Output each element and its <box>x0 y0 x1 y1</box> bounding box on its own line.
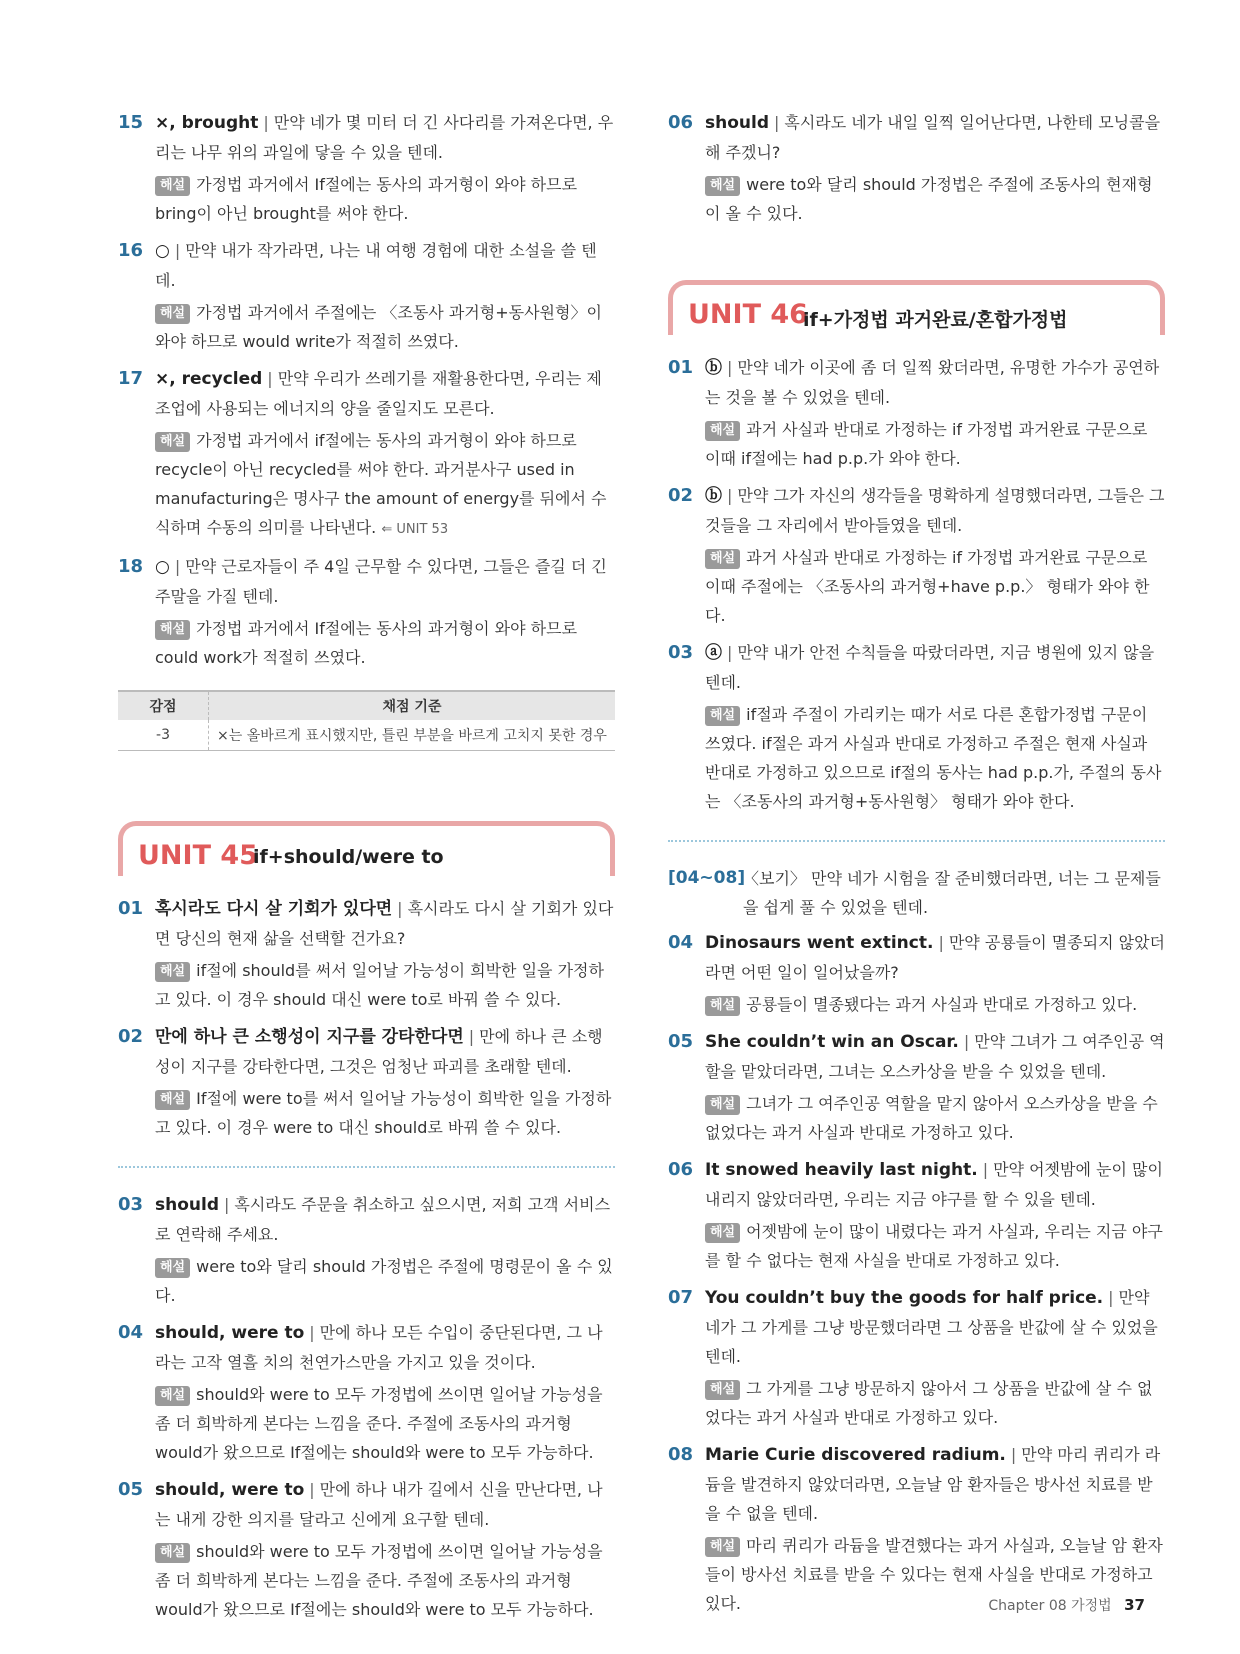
separator: | <box>397 899 403 918</box>
separator: | <box>727 358 733 377</box>
separator: | <box>774 113 780 132</box>
explanation-text: If절에 were to를 써서 일어날 가능성이 희박한 일을 가정하고 있다. 이 경우 were to 대신 should로 바꿔 쓸 수 있다. <box>155 1089 612 1137</box>
separator: | <box>263 113 269 132</box>
item-number: 06 <box>668 112 694 133</box>
translation-text: 만약 네가 그 가게를 그냥 방문했더라면 그 상품을 반값에 살 수 있었을 텐데. <box>705 1288 1158 1366</box>
explanation-badge: 해설 <box>155 176 190 196</box>
answer-item <box>118 1190 615 1310</box>
translation-text: 만약 네가 이곳에 좀 더 일찍 왔더라면, 유명한 가수가 공연하는 것을 볼 수 있었을 텐데. <box>705 358 1160 407</box>
separator: | <box>224 1195 230 1214</box>
separator: | <box>309 1323 315 1342</box>
separator: | <box>727 643 733 662</box>
answer-text: Marie Curie discovered radium. <box>705 1445 1006 1465</box>
item-number: 17 <box>118 368 144 389</box>
separator: | <box>982 1160 989 1179</box>
translation-text: 혹시라도 네가 내일 일찍 일어난다면, 나한테 모닝콜을 해 주겠니? <box>705 113 1161 162</box>
translation-text: 만약 어젯밤에 눈이 많이 내리지 않았더라면, 우리는 지금 야구를 할 수 있을 텐데. <box>705 1160 1163 1209</box>
explanation-badge: 해설 <box>705 1223 740 1243</box>
separator: | <box>174 557 181 576</box>
explanation <box>705 170 1165 228</box>
unit-number: UNIT 46 <box>688 299 808 330</box>
answer-line <box>705 1440 1165 1528</box>
explanation-text: were to와 달리 should 가정법은 주절에 조동사의 현재형이 올 수 있다. <box>705 175 1153 223</box>
explanation-text: 마리 퀴리가 라듐을 발견했다는 과거 사실과, 오늘날 암 환자들이 방사선 치료를 받을 수 있다는 현재 사실을 반대로 가정하고 있다. <box>705 1536 1163 1613</box>
explanation-text: 과거 사실과 반대로 가정하는 if 가정법 과거완료 구문으로 이때 if절에는 had p.p.가 와야 한다. <box>705 420 1148 468</box>
explanation <box>155 426 615 544</box>
answer-line <box>705 1283 1165 1371</box>
answer-item <box>118 108 615 228</box>
explanation-badge: 해설 <box>705 421 740 441</box>
answer-text: Dinosaurs went extinct. <box>705 933 934 953</box>
item-number: 03 <box>118 1194 144 1215</box>
item-number: 08 <box>668 1444 694 1465</box>
answer-text: ×, brought <box>155 113 259 133</box>
separator: | <box>1108 1288 1114 1307</box>
translation-text: 혹시라도 다시 살 기회가 있다면 당신의 현재 삶을 선택할 건가요? <box>155 899 614 948</box>
unit-title: if+가정법 과거완료/혼합가정법 <box>803 309 1068 331</box>
answer-line <box>155 1318 615 1377</box>
answer-line <box>155 1190 615 1249</box>
answer-line <box>155 364 615 423</box>
explanation-text: 과거 사실과 반대로 가정하는 if 가정법 과거완료 구문으로 이때 주절에는 〈조동사의 과거형+have p.p.〉 형태가 와야 한다. <box>705 548 1150 625</box>
chapter-label: Chapter 08 가정법 <box>988 1598 1112 1614</box>
explanation-text: 가정법 과거에서 If절에는 동사의 과거형이 와야 하므로 could work가 적절히 쓰였다. <box>155 619 578 667</box>
explanation-text: should와 were to 모두 가정법에 쓰이면 일어날 가능성을 좀 더 희박하게 본다는 느낌을 준다. 주절에 조동사의 과거형 would가 왔으므로 If절에는 should와 were to 모두 가능하다. <box>155 1385 603 1462</box>
separator: | <box>727 486 733 505</box>
table-header-criteria: 채점 기준 <box>209 691 616 720</box>
answer-line <box>705 638 1165 697</box>
answer-item <box>118 1318 615 1467</box>
page-footer <box>988 1595 1145 1615</box>
answer-item <box>668 1155 1165 1275</box>
explanation-badge: 해설 <box>705 549 740 569</box>
scoring-table <box>118 690 615 751</box>
explanation <box>155 170 615 228</box>
answer-text: ⓑ <box>705 486 722 506</box>
right-answers-group-2 <box>668 353 1165 816</box>
item-number: 06 <box>668 1159 694 1180</box>
item-number: 01 <box>668 357 694 378</box>
explanation-badge: 해설 <box>155 1090 190 1110</box>
left-answers-group-2 <box>118 894 615 1142</box>
table-cell-criteria: ×는 올바르게 표시했지만, 틀린 부분을 바르게 고치지 못한 경우 <box>209 720 616 751</box>
explanation <box>155 1537 615 1624</box>
explanation <box>705 1217 1165 1275</box>
separator: | <box>1010 1445 1017 1464</box>
explanation-badge: 해설 <box>705 176 740 196</box>
explanation-badge: 해설 <box>155 304 190 324</box>
item-number: 18 <box>118 556 144 577</box>
unit-reference: ⇐ UNIT 53 <box>381 522 449 537</box>
translation-text: 만에 하나 모든 수입이 중단된다면, 그 나라는 고작 열흘 치의 천연가스만을 가지고 있을 것이다. <box>155 1323 603 1372</box>
explanation <box>155 1252 615 1310</box>
translation-text: 만약 공룡들이 멸종되지 않았더라면 어떤 일이 일어났을까? <box>705 933 1166 982</box>
answer-line <box>155 1475 615 1534</box>
item-number: 16 <box>118 240 144 261</box>
answer-line <box>705 1155 1165 1214</box>
explanation <box>705 700 1165 816</box>
explanation <box>705 990 1165 1019</box>
explanation-text: were to와 달리 should 가정법은 주절에 명령문이 올 수 있다. <box>155 1257 613 1305</box>
example-range-block <box>668 864 1165 922</box>
left-answers-group-1 <box>118 108 615 672</box>
translation-text: 만약 근로자들이 주 4일 근무할 수 있다면, 그들은 즐길 더 긴 주말을 가질 텐데. <box>155 557 607 606</box>
unit-number: UNIT 45 <box>138 840 258 871</box>
item-number: 04 <box>668 932 694 953</box>
answer-line <box>155 108 615 167</box>
translation-text: 만에 하나 큰 소행성이 지구를 강타한다면, 그것은 엄청난 파괴를 초래할 텐데. <box>155 1027 603 1076</box>
answer-mark-circle: ○ <box>155 241 170 261</box>
translation-text: 만약 그가 자신의 생각들을 명확하게 설명했더라면, 그들은 그것들을 그 자리에서 받아들였을 텐데. <box>705 486 1165 535</box>
answer-line <box>705 1027 1165 1086</box>
left-answers-group-3 <box>118 1190 615 1624</box>
answer-line <box>705 108 1165 167</box>
unit-title: if+should/were to <box>253 846 444 868</box>
explanation <box>155 956 615 1014</box>
answer-text: 만에 하나 큰 소행성이 지구를 강타한다면 <box>155 1027 464 1047</box>
explanation-badge: 해설 <box>155 962 190 982</box>
right-column <box>668 108 1165 1618</box>
range-number: [04~08] <box>668 868 746 888</box>
translation-text: 만약 내가 안전 수칙들을 따랐더라면, 지금 병원에 있지 않을 텐데. <box>705 643 1155 692</box>
right-answers-group-1 <box>668 108 1165 228</box>
translation-text: 만약 네가 몇 미터 더 긴 사다리를 가져온다면, 우리는 나무 위의 과일에 닿을 수 있을 텐데. <box>155 113 614 162</box>
item-number: 02 <box>668 485 694 506</box>
answer-text: 혹시라도 다시 살 기회가 있다면 <box>155 899 393 919</box>
explanation-badge: 해설 <box>705 1095 740 1115</box>
answer-line <box>155 1022 615 1081</box>
answer-item <box>668 1440 1165 1618</box>
translation-text: 만약 마리 퀴리가 라듐을 발견하지 않았더라면, 오늘날 암 환자들은 방사선 치료를 받을 수 없을 텐데. <box>705 1445 1161 1523</box>
explanation-text: should와 were to 모두 가정법에 쓰이면 일어날 가능성을 좀 더 희박하게 본다는 느낌을 준다. 주절에 조동사의 과거형 would가 왔으므로 If절에는 should와 were to 모두 가능하다. <box>155 1542 603 1619</box>
answer-item <box>118 552 615 672</box>
explanation <box>155 614 615 672</box>
answer-line <box>705 928 1165 987</box>
item-number: 05 <box>118 1479 144 1500</box>
answer-item <box>668 481 1165 630</box>
explanation-badge: 해설 <box>705 1537 740 1557</box>
separator: | <box>938 933 944 952</box>
unit-45-header <box>118 821 615 876</box>
answer-item <box>118 894 615 1014</box>
dotted-divider <box>118 1166 615 1168</box>
answer-text: ×, recycled <box>155 369 263 389</box>
separator: | <box>309 1480 315 1499</box>
explanation-badge: 해설 <box>155 432 190 452</box>
unit-46-header <box>668 280 1165 335</box>
answer-item <box>668 638 1165 816</box>
answer-line <box>155 894 615 953</box>
translation-text: 만약 내가 작가라면, 나는 내 여행 경험에 대한 소설을 쓸 텐데. <box>155 241 597 290</box>
explanation-text: 가정법 과거에서 주절에는 〈조동사 과거형+동사원형〉이 와야 하므로 would write가 적절히 쓰였다. <box>155 303 602 351</box>
explanation <box>155 1084 615 1142</box>
item-number: 07 <box>668 1287 694 1308</box>
explanation-text: 그 가게를 그냥 방문하지 않아서 그 상품을 반값에 살 수 없었다는 과거 사실과 반대로 가정하고 있다. <box>705 1379 1153 1427</box>
answer-text: ⓐ <box>705 643 722 663</box>
answer-line <box>705 353 1165 412</box>
dotted-divider <box>668 840 1165 842</box>
answer-text: You couldn’t buy the goods for half price. <box>705 1288 1104 1308</box>
table-cell-deduction: -3 <box>118 720 209 751</box>
page-number: 37 <box>1124 1596 1145 1614</box>
answer-text: ⓑ <box>705 358 722 378</box>
answer-text: It snowed heavily last night. <box>705 1160 978 1180</box>
explanation <box>155 298 615 356</box>
answer-text: should, were to <box>155 1480 305 1500</box>
item-number: 04 <box>118 1322 144 1343</box>
explanation <box>705 1374 1165 1432</box>
explanation <box>705 543 1165 630</box>
answer-item <box>668 1027 1165 1147</box>
table-header-deduction: 감점 <box>118 691 209 720</box>
right-answers-group-3 <box>668 928 1165 1618</box>
answer-item <box>668 353 1165 473</box>
answer-text: should <box>705 113 769 133</box>
separator: | <box>468 1027 475 1046</box>
explanation-badge: 해설 <box>155 620 190 640</box>
separator: | <box>267 369 273 388</box>
explanation <box>155 1380 615 1467</box>
explanation-badge: 해설 <box>705 996 740 1016</box>
answer-item <box>118 1475 615 1624</box>
answer-item <box>668 108 1165 228</box>
explanation <box>705 1089 1165 1147</box>
answer-line <box>155 552 615 611</box>
answer-line <box>705 481 1165 540</box>
item-number: 05 <box>668 1031 694 1052</box>
translation-text: 만약 그녀가 그 여주인공 역할을 맡았더라면, 그녀는 오스카상을 받을 수 있었을 텐데. <box>705 1032 1165 1081</box>
explanation-text: if절과 주절이 가리키는 때가 서로 다른 혼합가정법 구문이 쓰였다. if절은 과거 사실과 반대로 가정하고 주절은 현재 사실과 반대로 가정하고 있으므로 if절의 동사는 had p.p.가, 주절의 동사는 〈조동사의 과거형+동사원형〉 형태가 와야 한다. <box>705 705 1162 811</box>
explanation-text: 가정법 과거에서 If절에는 동사의 과거형이 와야 하므로 bring이 아닌 brought를 써야 한다. <box>155 175 578 223</box>
item-number: 15 <box>118 112 144 133</box>
explanation-badge: 해설 <box>705 706 740 726</box>
answer-item <box>118 236 615 356</box>
item-number: 02 <box>118 1026 144 1047</box>
explanation-text: if절에 should를 써서 일어날 가능성이 희박한 일을 가정하고 있다. 이 경우 should 대신 were to로 바꿔 쓸 수 있다. <box>155 961 604 1009</box>
answer-text: should <box>155 1195 219 1215</box>
explanation-text: 어젯밤에 눈이 많이 내렸다는 과거 사실과, 우리는 지금 야구를 할 수 없다는 현재 사실을 반대로 가정하고 있다. <box>705 1222 1163 1270</box>
translation-text: 만약 우리가 쓰레기를 재활용한다면, 우리는 제조업에 사용되는 에너지의 양을 줄일지도 모른다. <box>155 369 602 418</box>
separator: | <box>963 1032 970 1051</box>
item-number: 03 <box>668 642 694 663</box>
explanation-badge: 해설 <box>705 1380 740 1400</box>
explanation-badge: 해설 <box>155 1543 190 1563</box>
range-text: 〈보기〉 만약 네가 시험을 잘 준비했더라면, 너는 그 문제들을 쉽게 풀 수 있었을 텐데. <box>743 869 1161 917</box>
answer-item <box>668 928 1165 1019</box>
answer-text: She couldn’t win an Oscar. <box>705 1032 959 1052</box>
explanation-badge: 해설 <box>155 1258 190 1278</box>
separator: | <box>174 241 181 260</box>
answer-item <box>668 1283 1165 1432</box>
explanation-text: 공룡들이 멸종됐다는 과거 사실과 반대로 가정하고 있다. <box>746 995 1138 1014</box>
answer-mark-circle: ○ <box>155 557 170 577</box>
answer-text: should, were to <box>155 1323 305 1343</box>
answer-item <box>118 364 615 544</box>
item-number: 01 <box>118 898 144 919</box>
translation-text: 만에 하나 내가 길에서 신을 만난다면, 나는 내게 강한 의지를 달라고 신에게 요구할 텐데. <box>155 1480 603 1529</box>
explanation-badge: 해설 <box>155 1386 190 1406</box>
answer-item <box>118 1022 615 1142</box>
explanation <box>705 415 1165 473</box>
explanation-text: 가정법 과거에서 if절에는 동사의 과거형이 와야 하므로 recycle이 아닌 recycled를 써야 한다. 과거분사구 used in manufacturing은 명사구 the amount of energy를 뒤에서 수식하며 수동의 의미를 나타낸다. <box>155 431 607 537</box>
translation-text: 혹시라도 주문을 취소하고 싶으시면, 저희 고객 서비스로 연락해 주세요. <box>155 1195 611 1244</box>
answer-line <box>155 236 615 295</box>
left-column <box>118 108 615 1624</box>
explanation-text: 그녀가 그 여주인공 역할을 맡지 않아서 오스카상을 받을 수 없었다는 과거 사실과 반대로 가정하고 있다. <box>705 1094 1158 1142</box>
